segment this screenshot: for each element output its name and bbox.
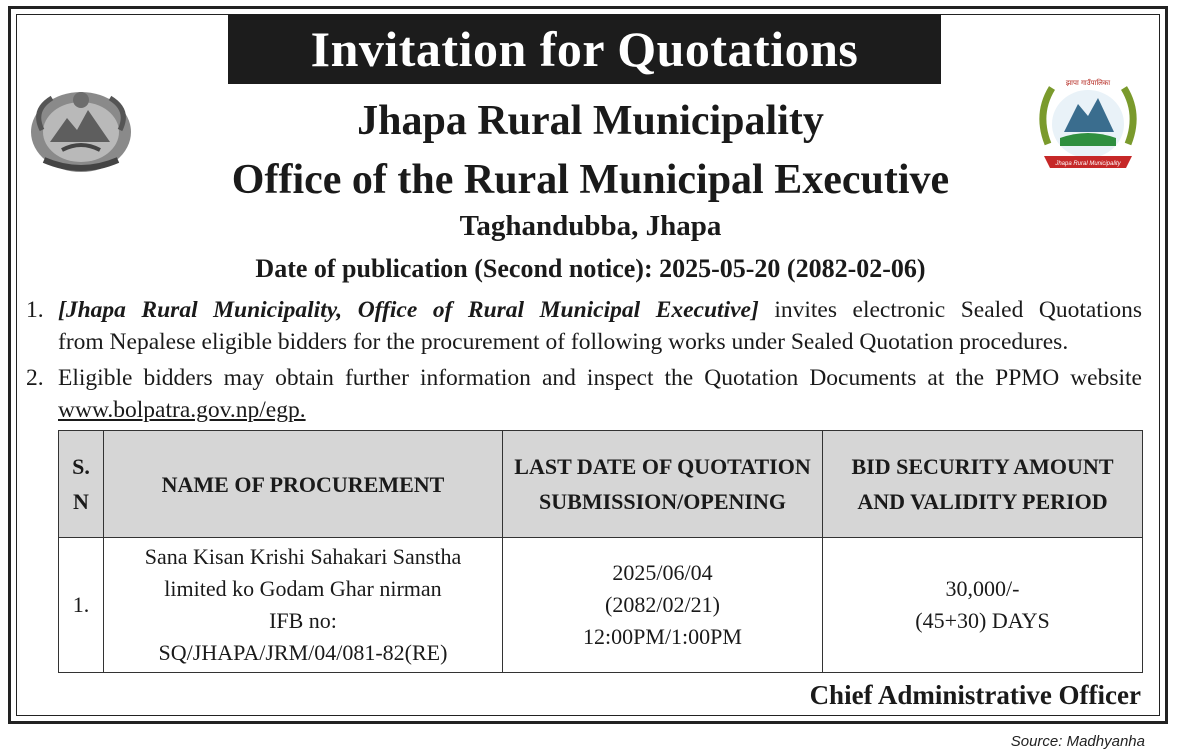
submission-opening-time: 12:00PM/1:00PM: [583, 624, 742, 649]
validity-period: (45+30) DAYS: [915, 608, 1050, 633]
cell-bid-security: [823, 538, 1143, 673]
paragraph-emphasis: [Jhapa Rural Municipality, Office of Rural Municipal Executive]: [58, 297, 759, 323]
header-last-date: LAST DATE OF QUOTATION SUBMISSION/OPENING: [503, 431, 823, 538]
header-bid-security: BID SECURITY AMOUNT AND VALIDITY PERIOD: [823, 431, 1143, 538]
logo-arc-text: झापा गाउँपालिका: [1065, 79, 1111, 87]
table-header-row: [59, 431, 1143, 538]
paragraph-text: Eligible bidders may obtain further information and inspect the Quotation Documents at the PPMO website: [58, 365, 1142, 391]
signatory-title: Chief Administrative Officer: [809, 680, 1141, 710]
cell-procurement-name: [104, 538, 503, 673]
procurement-table: [58, 430, 1143, 673]
paragraph-number: 1.: [26, 297, 44, 323]
ifb-number: SQ/JHAPA/JRM/04/081-82(RE): [158, 640, 448, 665]
organization-name: Jhapa Rural Municipality: [357, 98, 824, 144]
ppmo-website-link[interactable]: www.bolpatra.gov.np/egp.: [58, 397, 306, 423]
office-name: Office of the Rural Municipal Executive: [231, 157, 950, 203]
bid-security-amount: 30,000/-: [945, 576, 1020, 601]
source-credit: Source: Madhyanha: [1010, 733, 1145, 750]
submission-date-bs: (2082/02/21): [605, 592, 720, 617]
office-location: Taghandubba, Jhapa: [459, 210, 722, 242]
paragraph-text: from Nepalese eligible bidders for the procurement of following works under Sealed Quotation procedures.: [58, 329, 1069, 355]
paragraph-number: 2.: [26, 365, 44, 391]
logo-ribbon-text: Jhapa Rural Municipality: [1055, 161, 1121, 167]
paragraph-1: [26, 294, 1142, 358]
paragraph-text: invites electronic Sealed Quotations: [758, 297, 1143, 323]
publication-date: Date of publication (Second notice): 2025-05-20 (2082-02-06): [255, 254, 926, 283]
submission-date: 2025/06/04: [612, 560, 713, 585]
paragraph-2: [26, 362, 1142, 426]
header-sn: S. N: [59, 431, 104, 538]
header-name-of-procurement: NAME OF PROCUREMENT: [104, 431, 503, 538]
procurement-name-line: Sana Kisan Krishi Sahakari Sanstha: [144, 544, 462, 569]
cell-sn: 1.: [59, 538, 104, 673]
notice-title-banner: Invitation for Quotations: [228, 14, 941, 84]
ifb-label: IFB no:: [269, 608, 337, 633]
cell-last-date: [503, 538, 823, 673]
procurement-name-line: limited ko Godam Ghar nirman: [164, 576, 442, 601]
table-row: [59, 538, 1143, 673]
